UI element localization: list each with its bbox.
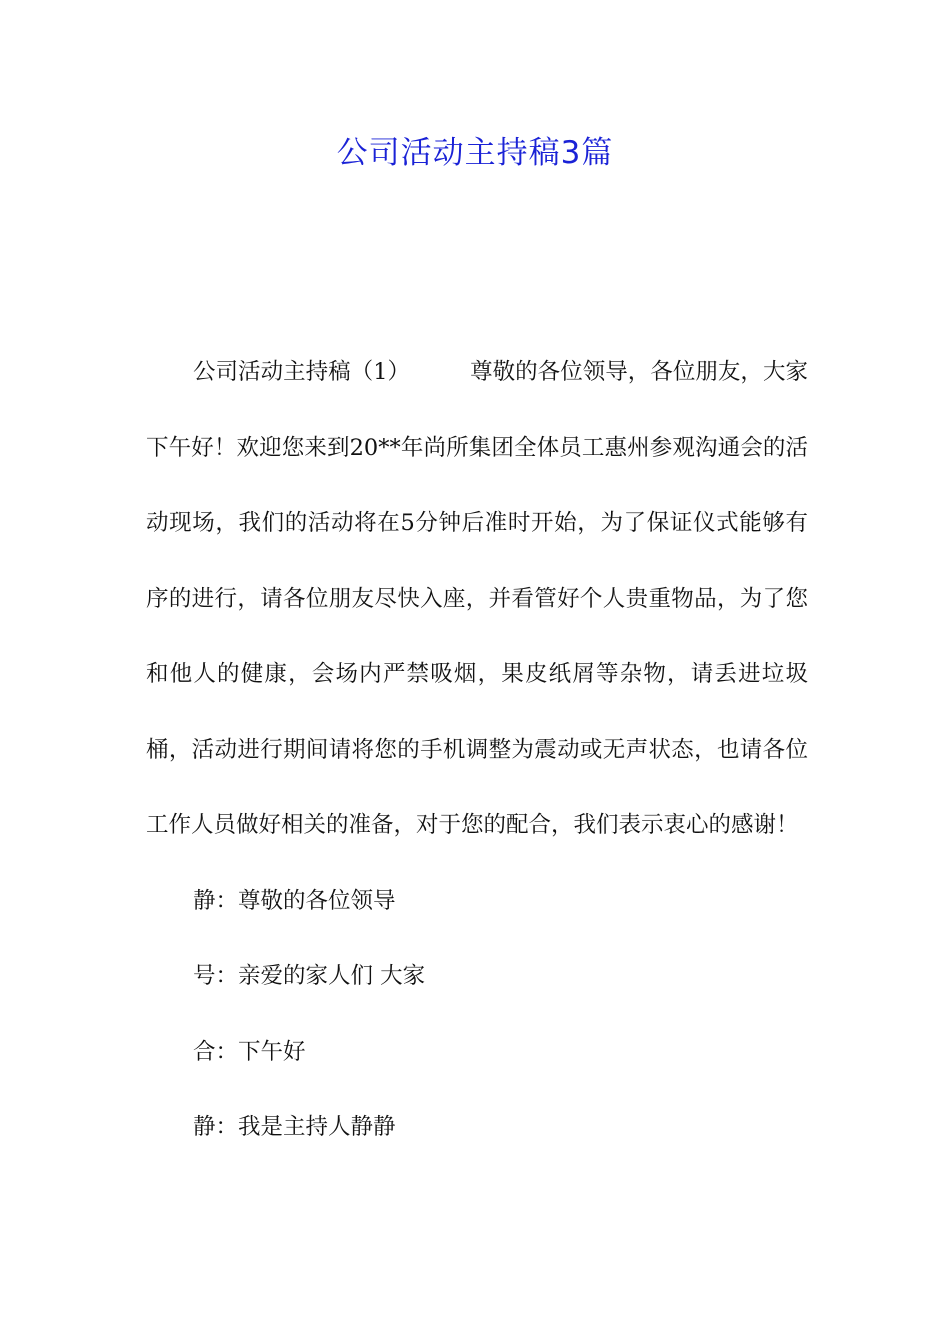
dialog-speaker: 合：: [193, 1038, 239, 1065]
section-heading: 公司活动主持稿（1）: [193, 359, 411, 385]
dialog-speaker: 号：: [193, 963, 239, 989]
dialog-text: 我是主持人静静: [238, 1114, 396, 1140]
dialog-text: 下午好: [238, 1038, 306, 1065]
dialog-speaker: 静：: [193, 887, 239, 914]
dialog-line: [146, 939, 808, 1015]
opening-paragraph: [146, 335, 808, 864]
document-body: [146, 335, 808, 1166]
dialog-text: 亲爱的家人们 大家: [238, 963, 426, 989]
dialog-line: [146, 1090, 808, 1166]
opening-text: 尊敬的各位领导，各位朋友，大家下午好！欢迎您来到20**年尚所集团全体员工惠州参观沟通会的活动现场，我们的活动将在5分钟后准时开始，为了保证仪式能够有序的进行，请各位朋友尽快入座，并看管好个人贵重物品，为了您和他人的健康，会场内严禁吸烟，果皮纸屑等杂物，请丢进垃圾桶，活动进行期间请将您的手机调整为震动或无声状态，也请各位工作人员做好相关的准备，对于您的配合，我们表示衷心的感谢！: [146, 359, 808, 838]
dialog-line: [146, 864, 808, 940]
dialog-text: 尊敬的各位领导: [238, 887, 396, 914]
dialog-line: [146, 1015, 808, 1091]
document-title: 公司活动主持稿3篇: [336, 135, 614, 171]
dialog-speaker: 静：: [193, 1114, 239, 1140]
